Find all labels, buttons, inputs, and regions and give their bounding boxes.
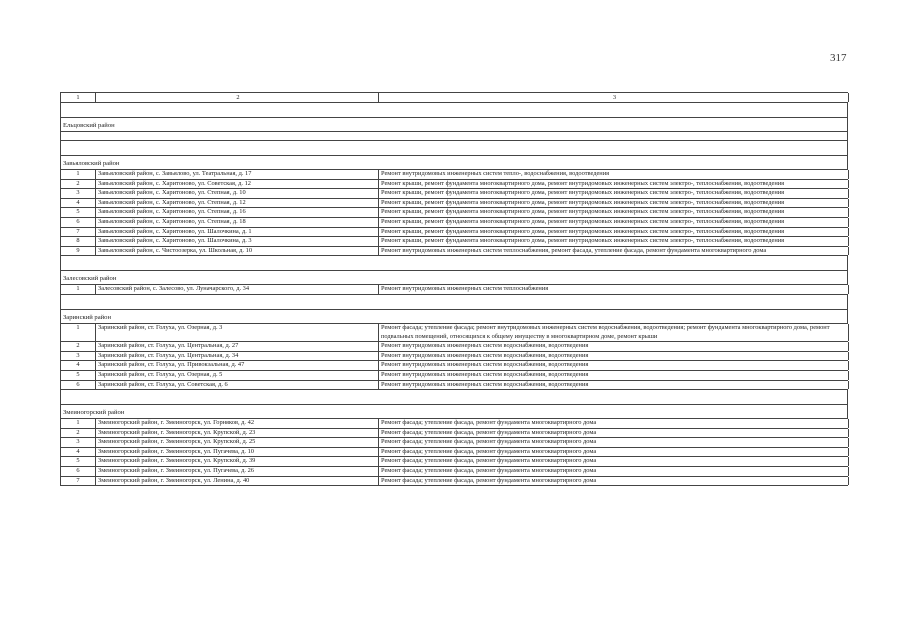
row-address: Залесовский район, с. Залесово, ул. Луначарского, д. 34 xyxy=(96,285,379,294)
row-address: Заринский район, ст. Голуха, ул. Центральная, д. 27 xyxy=(96,342,379,351)
row-address: Завьяловский район, с. Харитоново, ул. Степная, д. 16 xyxy=(96,208,379,217)
row-works: Ремонт фасада; утепление фасада, ремонт фундамента многоквартирного дома xyxy=(379,438,849,447)
table-row xyxy=(61,361,848,371)
repair-table xyxy=(60,92,848,486)
row-works: Ремонт фасада; утепление фасада, ремонт фундамента многоквартирного дома xyxy=(379,457,849,466)
row-number: 7 xyxy=(61,228,96,237)
table-row xyxy=(61,247,848,257)
row-address: Змеиногорский район, г. Змеиногорск, ул. Ленина, д. 40 xyxy=(96,477,379,486)
table-row xyxy=(61,180,848,190)
row-number: 2 xyxy=(61,429,96,438)
row-address: Завьяловский район, с. Чистоозерка, ул. Школьная, д. 10 xyxy=(96,247,379,256)
spacer-row xyxy=(61,103,848,118)
spacer-cell xyxy=(61,390,848,404)
row-number: 6 xyxy=(61,218,96,227)
row-number: 5 xyxy=(61,371,96,380)
row-works: Ремонт внутридомовых инженерных систем теплоснабжения xyxy=(379,285,849,294)
region-title-row xyxy=(61,271,848,285)
row-address: Завьяловский район, с. Харитоново, ул. Советская, д. 12 xyxy=(96,180,379,189)
table-row xyxy=(61,228,848,238)
row-works: Ремонт крыши, ремонт фундамента многоквартирного дома, ремонт внутридомовых инженерных систем электро-, теплоснабжения, водоотведения xyxy=(379,237,849,246)
row-number: 9 xyxy=(61,247,96,256)
row-address: Змеиногорский район, г. Змеиногорск, ул. Пугачева, д. 26 xyxy=(96,467,379,476)
region-title: Завьяловский район xyxy=(61,156,848,169)
table-row xyxy=(61,170,848,180)
row-works: Ремонт внутридомовых инженерных систем водоснабжения, водоотведения xyxy=(379,381,849,390)
table-row xyxy=(61,477,848,487)
row-address: Заринский район, ст. Голуха, ул. Озерная, д. 5 xyxy=(96,371,379,380)
table-row xyxy=(61,381,848,391)
row-number: 6 xyxy=(61,467,96,476)
row-number: 4 xyxy=(61,448,96,457)
row-address: Завьяловский район, с. Харитоново, ул. Степная, д. 18 xyxy=(96,218,379,227)
row-works: Ремонт фасада; утепление фасада, ремонт фундамента многоквартирного дома xyxy=(379,448,849,457)
table-row xyxy=(61,438,848,448)
row-works: Ремонт фасада; утепление фасада, ремонт фундамента многоквартирного дома xyxy=(379,477,849,486)
region-title-row xyxy=(61,405,848,419)
row-number: 4 xyxy=(61,361,96,370)
table-row xyxy=(61,218,848,228)
spacer-cell xyxy=(61,295,848,309)
region-title-row xyxy=(61,310,848,324)
row-address: Змеиногорский район, г. Змеиногорск, ул. Горняков, д. 42 xyxy=(96,419,379,428)
row-works: Ремонт фасада; утепление фасада, ремонт фундамента многоквартирного дома xyxy=(379,419,849,428)
header-col-3: 3 xyxy=(379,93,849,102)
table-row xyxy=(61,237,848,247)
row-works: Ремонт крыши, ремонт фундамента многоквартирного дома, ремонт внутридомовых инженерных систем электро-, теплоснабжения, водоотведения xyxy=(379,199,849,208)
row-address: Змеиногорский район, г. Змеиногорск, ул. Крупской, д. 23 xyxy=(96,429,379,438)
region-title-row xyxy=(61,156,848,170)
row-works: Ремонт крыши, ремонт фундамента многоквартирного дома, ремонт внутридомовых инженерных систем электро-, теплоснабжения, водоотведения xyxy=(379,189,849,198)
region-title: Заринский район xyxy=(61,310,848,323)
row-number: 1 xyxy=(61,324,96,341)
table-row xyxy=(61,419,848,429)
row-works: Ремонт крыши, ремонт фундамента многоквартирного дома, ремонт внутридомовых инженерных систем электро-, теплоснабжения, водоотведения xyxy=(379,218,849,227)
table-row xyxy=(61,371,848,381)
spacer-row xyxy=(61,256,848,271)
table-row xyxy=(61,285,848,295)
table-row xyxy=(61,467,848,477)
row-number: 1 xyxy=(61,170,96,179)
row-address: Завьяловский район, с. Харитоново, ул. Шалочкина, д. 1 xyxy=(96,228,379,237)
table-row xyxy=(61,448,848,458)
row-address: Заринский район, ст. Голуха, ул. Центральная, д. 34 xyxy=(96,352,379,361)
row-number: 1 xyxy=(61,419,96,428)
spacer-cell xyxy=(61,256,848,270)
table-header-row xyxy=(61,93,848,103)
row-works: Ремонт крыши, ремонт фундамента многоквартирного дома, ремонт внутридомовых инженерных систем электро-, теплоснабжения, водоотведения xyxy=(379,228,849,237)
spacer-row xyxy=(61,390,848,405)
region-title: Змеиногорский район xyxy=(61,405,848,418)
row-works: Ремонт внутридомовых инженерных систем водоснабжения, водоотведения xyxy=(379,342,849,351)
row-address: Заринский район, ст. Голуха, ул. Советская, д. 6 xyxy=(96,381,379,390)
row-works: Ремонт внутридомовых инженерных систем водоснабжения, водоотведения xyxy=(379,352,849,361)
region-title-row xyxy=(61,118,848,132)
row-address: Заринский район, ст. Голуха, ул. Привокзальная, д. 47 xyxy=(96,361,379,370)
row-number: 2 xyxy=(61,180,96,189)
row-address: Завьяловский район, с. Харитоново, ул. Шалочкина, д. 3 xyxy=(96,237,379,246)
empty-cell xyxy=(61,132,848,140)
table-row xyxy=(61,189,848,199)
table-row xyxy=(61,324,848,342)
row-address: Змеиногорский район, г. Змеиногорск, ул. Пугачева, д. 10 xyxy=(96,448,379,457)
empty-row xyxy=(61,132,848,141)
row-number: 6 xyxy=(61,381,96,390)
row-address: Завьяловский район, с. Харитоново, ул. Степная, д. 12 xyxy=(96,199,379,208)
spacer-cell xyxy=(61,141,848,155)
row-address: Завьяловский район, с. Завьялово, ул. Театральная, д. 17 xyxy=(96,170,379,179)
spacer-row xyxy=(61,141,848,156)
region-title: Залесовский район xyxy=(61,271,848,284)
row-number: 5 xyxy=(61,208,96,217)
row-number: 3 xyxy=(61,352,96,361)
table-row xyxy=(61,342,848,352)
header-col-2: 2 xyxy=(96,93,379,102)
row-address: Заринский район, ст. Голуха, ул. Озерная, д. 3 xyxy=(96,324,379,341)
row-works: Ремонт фасада; утепление фасада, ремонт фундамента многоквартирного дома xyxy=(379,429,849,438)
spacer-row xyxy=(61,295,848,310)
row-works: Ремонт внутридомовых инженерных систем теплоснабжения, ремонт фасада, утепление фасада, ремонт фундамента многоквартирного дома xyxy=(379,247,849,256)
table-row xyxy=(61,429,848,439)
row-number: 5 xyxy=(61,457,96,466)
row-number: 3 xyxy=(61,438,96,447)
row-number: 1 xyxy=(61,285,96,294)
table-row xyxy=(61,208,848,218)
header-col-1: 1 xyxy=(61,93,96,102)
row-works: Ремонт внутридомовых инженерных систем водоснабжения, водоотведения xyxy=(379,361,849,370)
row-number: 8 xyxy=(61,237,96,246)
region-title: Ельцовский район xyxy=(61,118,848,131)
table-row xyxy=(61,457,848,467)
row-number: 7 xyxy=(61,477,96,486)
row-works: Ремонт фасада; утепление фасада; ремонт внутридомовых инженерных систем водоснабжения, водоотведения; ремонт фундамента многоквартирного дома, ремонт подвальных помещений, относящихся к общему имуществу в многоквартирном доме, ремонт крыши xyxy=(379,324,849,341)
row-works: Ремонт крыши, ремонт фундамента многоквартирного дома, ремонт внутридомовых инженерных систем электро-, теплоснабжения, водоотведения xyxy=(379,208,849,217)
row-address: Змеиногорский район, г. Змеиногорск, ул. Крупской, д. 39 xyxy=(96,457,379,466)
row-works: Ремонт фасада; утепление фасада, ремонт фундамента многоквартирного дома xyxy=(379,467,849,476)
row-works: Ремонт крыши, ремонт фундамента многоквартирного дома, ремонт внутридомовых инженерных систем электро-, теплоснабжения, водоотведения xyxy=(379,180,849,189)
row-works: Ремонт внутридомовых инженерных систем водоснабжения, водоотведения xyxy=(379,371,849,380)
row-number: 4 xyxy=(61,199,96,208)
table-row xyxy=(61,199,848,209)
row-number: 2 xyxy=(61,342,96,351)
row-works: Ремонт внутридомовых инженерных систем тепло-, водоснабжения, водоотведения xyxy=(379,170,849,179)
spacer-cell xyxy=(61,103,848,117)
row-address: Завьяловский район, с. Харитоново, ул. Степная, д. 10 xyxy=(96,189,379,198)
table-row xyxy=(61,352,848,362)
page-number: 317 xyxy=(830,52,847,64)
row-address: Змеиногорский район, г. Змеиногорск, ул. Крупской, д. 25 xyxy=(96,438,379,447)
row-number: 3 xyxy=(61,189,96,198)
